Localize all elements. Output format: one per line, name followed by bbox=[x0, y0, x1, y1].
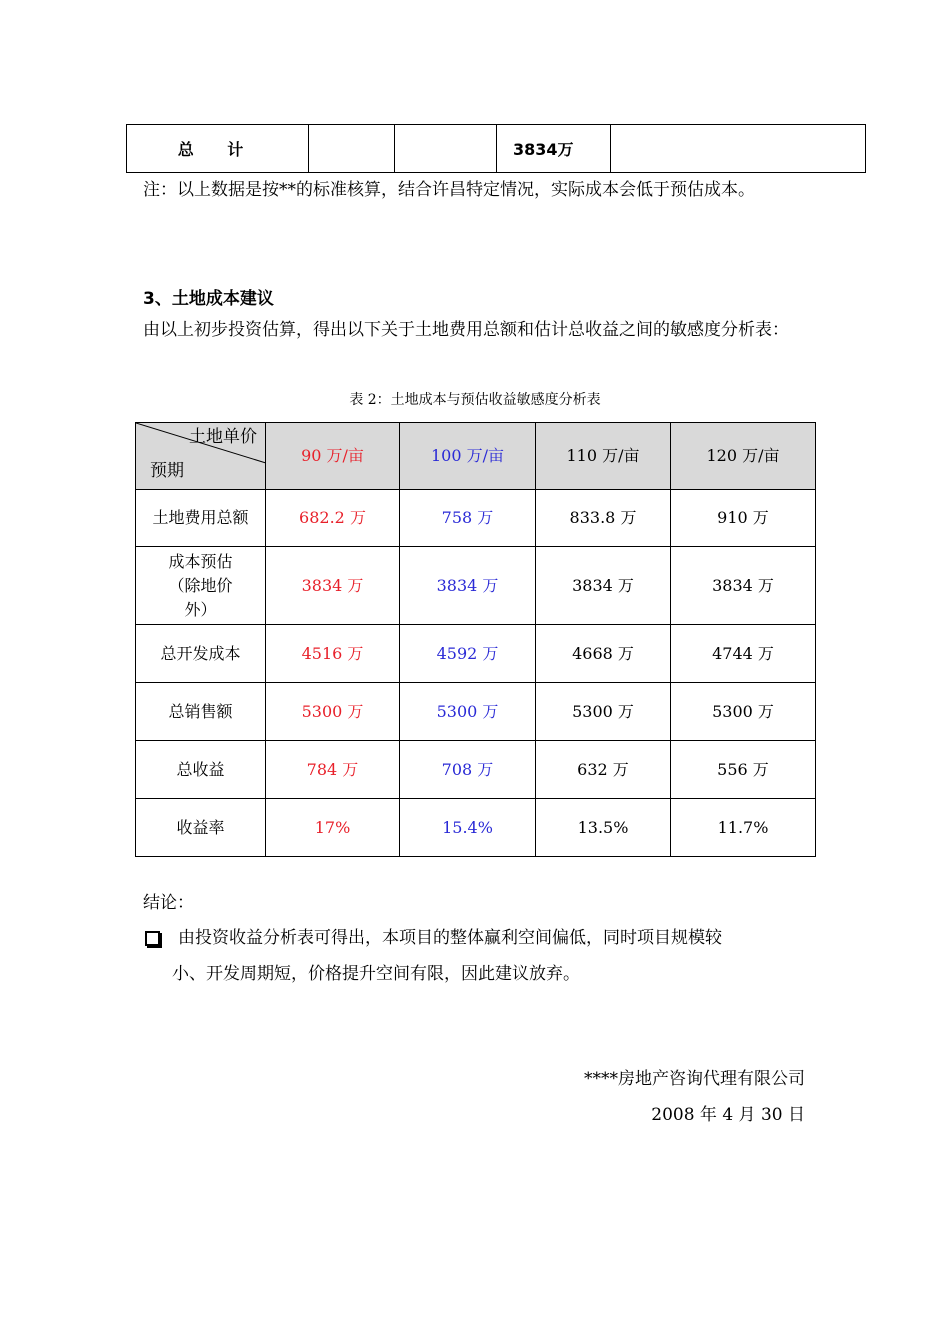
table-row bbox=[136, 741, 816, 799]
table-cell: 3834 万 bbox=[536, 547, 671, 625]
table-cell: 556 万 bbox=[671, 741, 816, 799]
company-signature: ****房地产咨询代理有限公司 bbox=[584, 1069, 805, 1089]
note-paragraph: 注：以上数据是按**的标准核算，结合许昌特定情况，实际成本会低于预估成本。 bbox=[143, 180, 755, 200]
conclusion-text-line2: 小、开发周期短，价格提升空间有限，因此建议放弃。 bbox=[172, 964, 580, 984]
row-label: 成本预估（除地价外） bbox=[136, 547, 266, 625]
table-cell: 708 万 bbox=[400, 741, 536, 799]
table-cell: 4668 万 bbox=[536, 625, 671, 683]
column-header: 110 万/亩 bbox=[536, 423, 671, 490]
table-cell: 4592 万 bbox=[400, 625, 536, 683]
sensitivity-table bbox=[135, 422, 816, 857]
conclusion-label: 结论： bbox=[143, 893, 194, 913]
table-row bbox=[136, 799, 816, 857]
table-cell: 5300 万 bbox=[266, 683, 400, 741]
table-cell: 5300 万 bbox=[671, 683, 816, 741]
table-row bbox=[136, 625, 816, 683]
summary-cell-empty bbox=[611, 125, 866, 173]
corner-label-price: 土地单价 bbox=[189, 427, 257, 447]
table-header-row bbox=[136, 423, 816, 490]
section-heading: 3、土地成本建议 bbox=[143, 289, 274, 309]
table-cell: 17% bbox=[266, 799, 400, 857]
summary-label: 总 计 bbox=[127, 125, 309, 173]
table-row bbox=[136, 683, 816, 741]
checkbox-bullet-icon bbox=[145, 931, 160, 946]
table-cell: 15.4% bbox=[400, 799, 536, 857]
table-cell: 632 万 bbox=[536, 741, 671, 799]
intro-paragraph: 由以上初步投资估算，得出以下关于土地费用总额和估计总收益之间的敏感度分析表： bbox=[143, 320, 789, 340]
table-caption: 表 2：土地成本与预估收益敏感度分析表 bbox=[349, 392, 601, 408]
table-cell: 5300 万 bbox=[400, 683, 536, 741]
table-row bbox=[136, 547, 816, 625]
column-header: 100 万/亩 bbox=[400, 423, 536, 490]
table-cell: 3834 万 bbox=[400, 547, 536, 625]
row-label: 总开发成本 bbox=[136, 625, 266, 683]
table-cell: 784 万 bbox=[266, 741, 400, 799]
table-cell: 758 万 bbox=[400, 490, 536, 547]
table-row bbox=[136, 490, 816, 547]
summary-table bbox=[126, 124, 866, 173]
table-cell: 3834 万 bbox=[671, 547, 816, 625]
summary-cell-empty bbox=[395, 125, 497, 173]
row-label: 总销售额 bbox=[136, 683, 266, 741]
document-date: 2008 年 4 月 30 日 bbox=[651, 1105, 805, 1125]
table-cell: 682.2 万 bbox=[266, 490, 400, 547]
conclusion-bullet bbox=[145, 920, 815, 992]
summary-cell-empty bbox=[309, 125, 395, 173]
corner-cell bbox=[136, 423, 266, 490]
table-cell: 4516 万 bbox=[266, 625, 400, 683]
table-cell: 4744 万 bbox=[671, 625, 816, 683]
conclusion-text-line1: 由投资收益分析表可得出，本项目的整体赢利空间偏低，同时项目规模较 bbox=[178, 928, 722, 948]
table-cell: 910 万 bbox=[671, 490, 816, 547]
table-cell: 3834 万 bbox=[266, 547, 400, 625]
corner-label-expectation: 预期 bbox=[150, 461, 184, 481]
column-header: 90 万/亩 bbox=[266, 423, 400, 490]
table-cell: 833.8 万 bbox=[536, 490, 671, 547]
table-cell: 11.7% bbox=[671, 799, 816, 857]
summary-total-value: 3834万 bbox=[497, 125, 611, 173]
row-label: 土地费用总额 bbox=[136, 490, 266, 547]
table-cell: 13.5% bbox=[536, 799, 671, 857]
row-label: 收益率 bbox=[136, 799, 266, 857]
column-header: 120 万/亩 bbox=[671, 423, 816, 490]
row-label: 总收益 bbox=[136, 741, 266, 799]
table-cell: 5300 万 bbox=[536, 683, 671, 741]
